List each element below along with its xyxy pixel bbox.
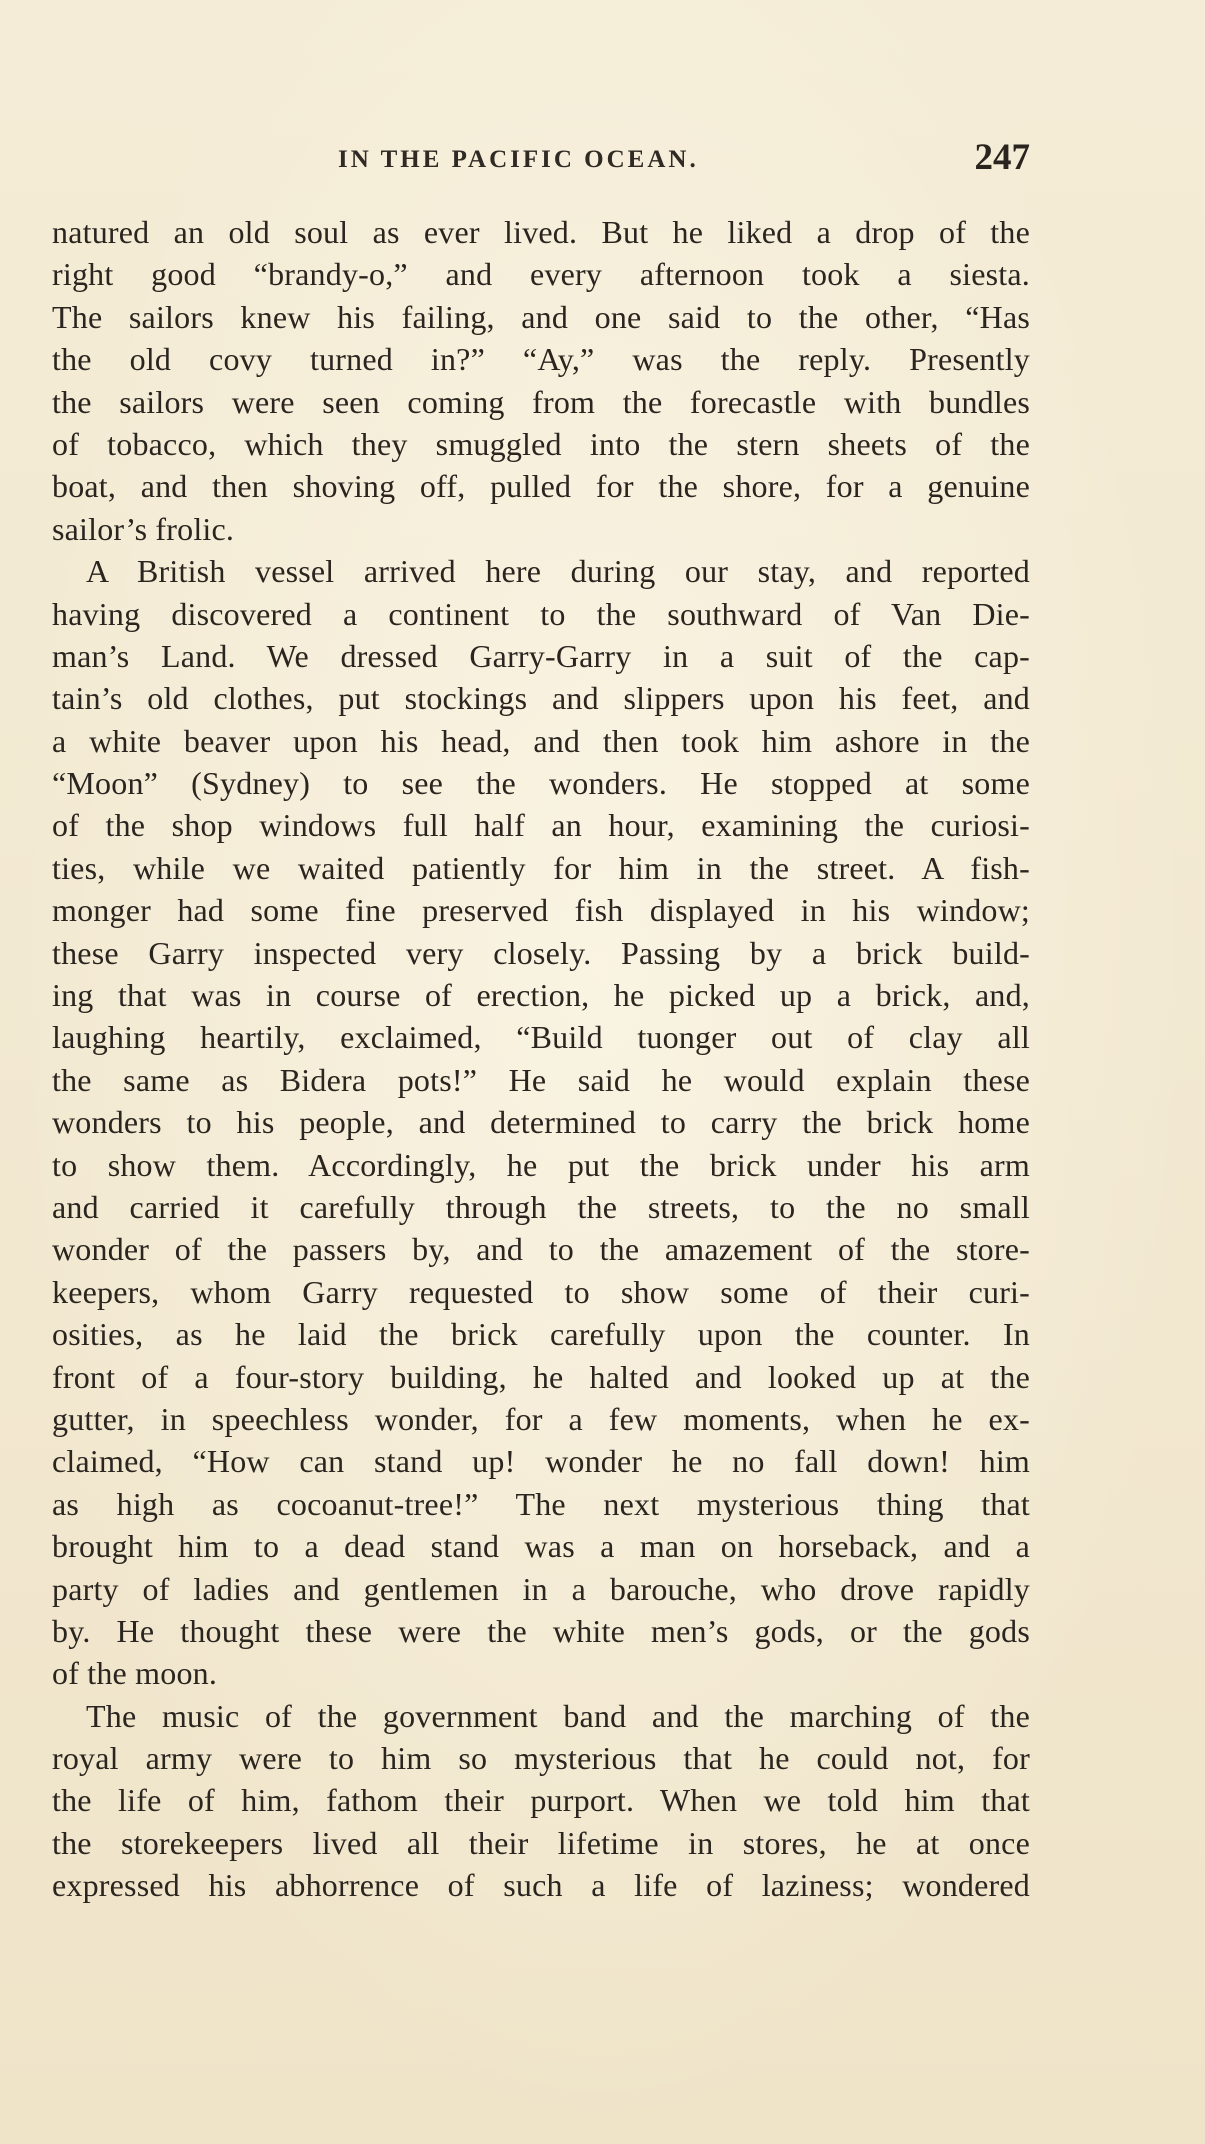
text-line: royal army were to him so mysterious that he could not, for <box>52 1740 1030 1777</box>
text-line: to show them. Accordingly, he put the brick under his arm <box>52 1146 1030 1183</box>
text-line: man’s Land. We dressed Garry-Garry in a suit of the cap- <box>52 637 1030 674</box>
text-line: natured an old soul as ever lived. But he liked a drop of the <box>52 214 1030 250</box>
text-line: having discovered a continent to the southward of Van Die- <box>52 595 1030 632</box>
text-line: The music of the government band and the marching of the <box>86 1697 1030 1734</box>
text-line: as high as cocoanut-tree!” The next mysterious thing that <box>52 1485 1030 1522</box>
text-line: claimed, “How can stand up! wonder he no fall down! him <box>52 1443 1030 1480</box>
text-line: A British vessel arrived here during our stay, and reported <box>86 553 1030 590</box>
running-head-title: IN THE PACIFIC OCEAN. <box>338 146 699 173</box>
text-line: laughing heartily, exclaimed, “Build tuonger out of clay all <box>52 1019 1030 1056</box>
text-line: these Garry inspected very closely. Passing by a brick build- <box>52 934 1030 971</box>
text-line: wonders to his people, and determined to carry the brick home <box>52 1104 1030 1141</box>
text-line: the sailors were seen coming from the forecastle with bundles <box>52 383 1030 420</box>
text-line: ing that was in course of erection, he picked up a brick, and, <box>52 977 1030 1014</box>
running-head <box>52 137 1030 182</box>
body-text <box>52 211 1030 1907</box>
text-line: expressed his abhorrence of such a life of laziness; wondered <box>52 1867 1030 1904</box>
text-line: of the shop windows full half an hour, examining the curiosi- <box>52 807 1030 844</box>
text-line: a white beaver upon his head, and then took him ashore in the <box>52 722 1030 759</box>
page-number: 247 <box>974 137 1030 178</box>
text-line: boat, and then shoving off, pulled for the shore, for a genuine <box>52 468 1030 505</box>
text-line: of the moon. <box>52 1655 218 1692</box>
text-line: the old covy turned in?” “Ay,” was the reply. Presently <box>52 341 1030 378</box>
text-line: “Moon” (Sydney) to see the wonders. He stopped at some <box>52 765 1030 802</box>
text-line: sailor’s frolic. <box>52 510 235 547</box>
text-line: right good “brandy-o,” and every afternoon took a siesta. <box>52 256 1030 293</box>
text-line: party of ladies and gentlemen in a barouche, who drove rapidly <box>52 1570 1030 1607</box>
text-line: front of a four-story building, he halted and looked up at the <box>52 1358 1030 1395</box>
text-line: keepers, whom Garry requested to show some of their curi- <box>52 1273 1030 1310</box>
text-line: gutter, in speechless wonder, for a few moments, when he ex- <box>52 1400 1030 1437</box>
text-line: the storekeepers lived all their lifetime in stores, he at once <box>52 1824 1030 1861</box>
text-line: by. He thought these were the white men’s gods, or the gods <box>52 1612 1030 1649</box>
text-line: the same as Bidera pots!” He said he would explain these <box>52 1061 1030 1098</box>
text-line: wonder of the passers by, and to the amazement of the store- <box>52 1231 1030 1268</box>
text-line: osities, as he laid the brick carefully upon the counter. In <box>52 1316 1030 1353</box>
text-line: tain’s old clothes, put stockings and slippers upon his feet, and <box>52 680 1030 717</box>
text-line: The sailors knew his failing, and one said to the other, “Has <box>52 298 1030 335</box>
text-line: ties, while we waited patiently for him in the street. A fish- <box>52 849 1030 886</box>
text-line: brought him to a dead stand was a man on horseback, and a <box>52 1528 1030 1565</box>
text-line: the life of him, fathom their purport. When we told him that <box>52 1782 1030 1819</box>
text-line: and carried it carefully through the streets, to the no small <box>52 1188 1030 1225</box>
text-line: monger had some fine preserved fish displayed in his window; <box>52 892 1030 929</box>
text-line: of tobacco, which they smuggled into the stern sheets of the <box>52 425 1030 462</box>
